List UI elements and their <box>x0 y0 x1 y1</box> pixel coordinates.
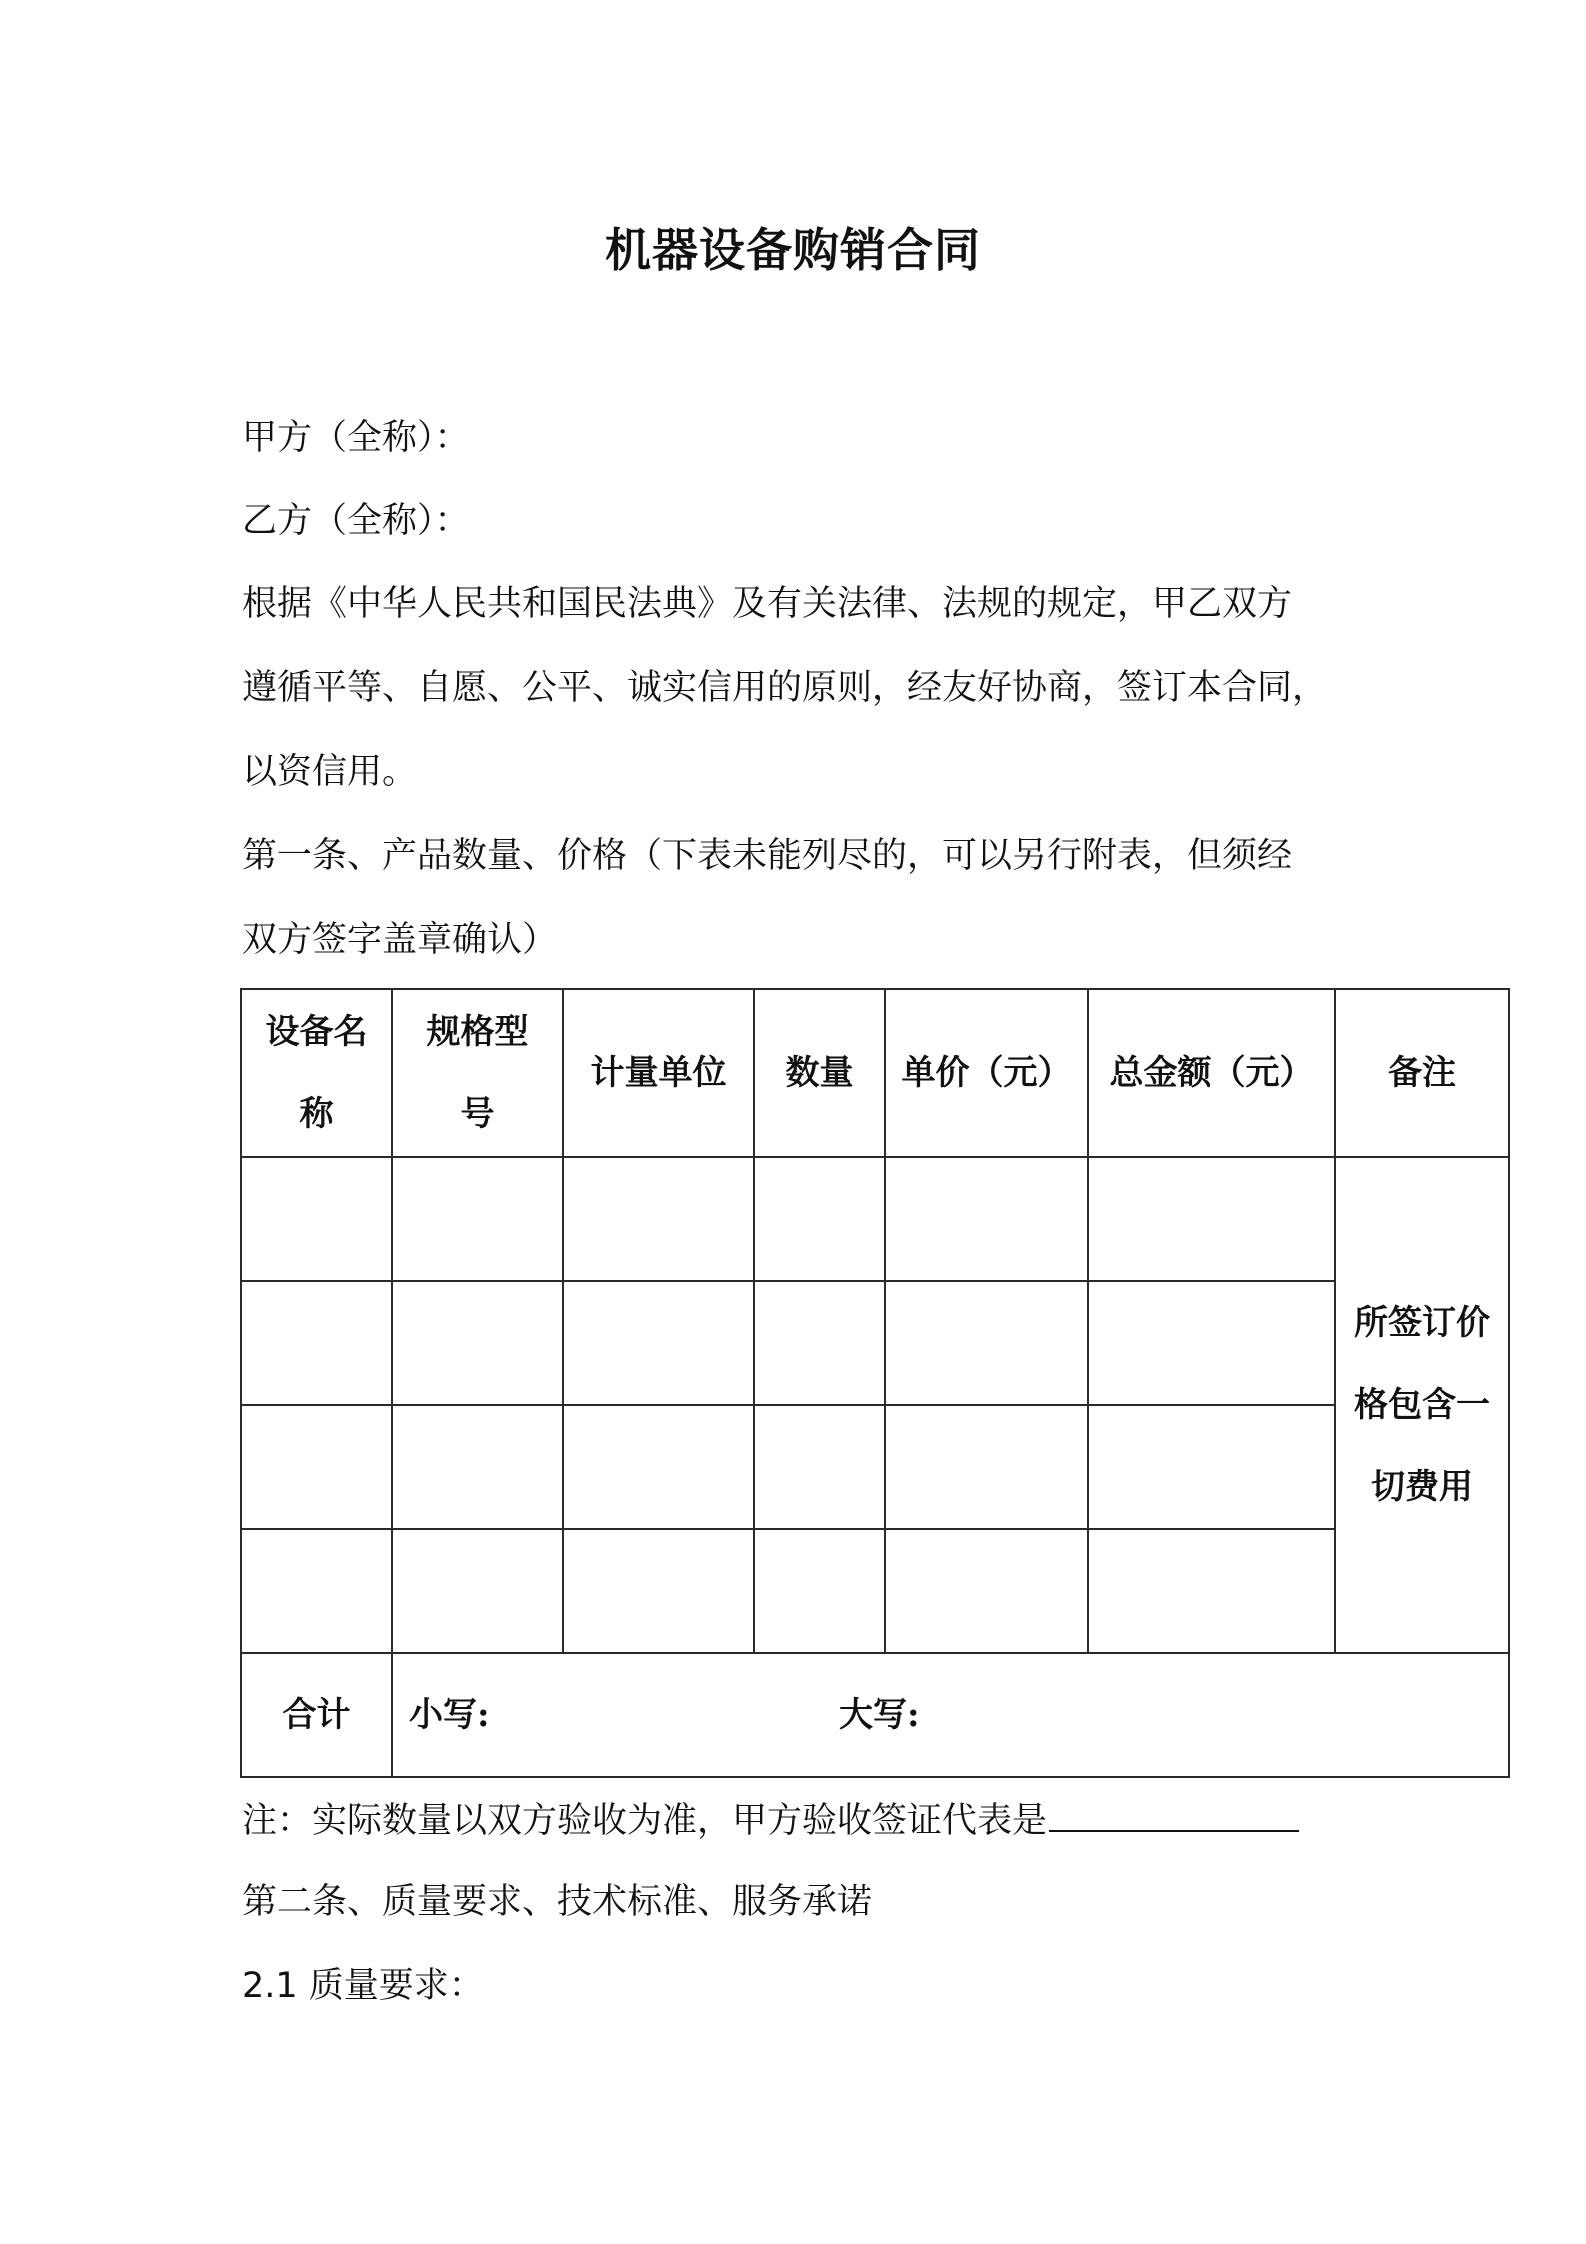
header-equipment-name: 设备名 称 <box>241 989 392 1157</box>
total-row <box>241 1653 1509 1777</box>
cell-unit-price[interactable] <box>885 1529 1088 1653</box>
goods-table <box>240 988 1510 1778</box>
cell-model[interactable] <box>392 1281 563 1405</box>
cell-unit[interactable] <box>563 1157 754 1281</box>
cell-unit-price[interactable] <box>885 1281 1088 1405</box>
article-1-line-1: 第一条、产品数量、价格（下表未能列尽的，可以另行附表，但须经 <box>242 836 1293 876</box>
note-cell <box>1335 1157 1509 1653</box>
total-label: 合计 <box>241 1653 392 1777</box>
cell-unit-price[interactable] <box>885 1157 1088 1281</box>
lowercase-amount-label: 小写: <box>409 1695 490 1735</box>
table-row <box>241 1529 1509 1653</box>
table-header-row <box>241 989 1509 1157</box>
preamble-line-3: 以资信用。 <box>242 752 418 792</box>
cell-unit-price[interactable] <box>885 1405 1088 1529</box>
header-unit: 计量单位 <box>563 989 754 1157</box>
cell-model[interactable] <box>392 1405 563 1529</box>
remark-text: 注：实际数量以双方验收为准，甲方验收签证代表是 <box>242 1801 1048 1841</box>
cell-total-amount[interactable] <box>1088 1157 1335 1281</box>
table-row <box>241 1405 1509 1529</box>
cell-unit[interactable] <box>563 1281 754 1405</box>
cell-equipment-name[interactable] <box>241 1157 392 1281</box>
table-row <box>241 1157 1509 1281</box>
cell-quantity[interactable] <box>754 1405 885 1529</box>
preamble-line-1: 根据《中华人民共和国民法典》及有关法律、法规的规定，甲乙双方 <box>242 584 1293 624</box>
cell-equipment-name[interactable] <box>241 1281 392 1405</box>
header-unit-price: 单价（元） <box>885 989 1088 1157</box>
cell-quantity[interactable] <box>754 1281 885 1405</box>
cell-model[interactable] <box>392 1529 563 1653</box>
header-total-amount: 总金额（元） <box>1088 989 1335 1157</box>
cell-equipment-name[interactable] <box>241 1529 392 1653</box>
header-note: 备注 <box>1335 989 1509 1157</box>
cell-total-amount[interactable] <box>1088 1529 1335 1653</box>
document-title: 机器设备购销合同 <box>605 223 981 277</box>
header-quantity: 数量 <box>754 989 885 1157</box>
party-a-line: 甲方（全称）： <box>242 418 470 458</box>
cell-total-amount[interactable] <box>1088 1405 1335 1529</box>
article-1-line-2: 双方签字盖章确认） <box>242 920 558 960</box>
party-b-line: 乙方（全称）： <box>242 501 470 541</box>
preamble-line-2: 遵循平等、自愿、公平、诚实信用的原则，经友好协商，签订本合同， <box>242 668 1328 708</box>
cell-quantity[interactable] <box>754 1157 885 1281</box>
section-2-1-heading: 2.1 质量要求： <box>242 1966 484 2006</box>
cell-unit[interactable] <box>563 1405 754 1529</box>
uppercase-amount-label: 大写: <box>839 1695 920 1735</box>
signatory-blank[interactable] <box>1049 1794 1299 1832</box>
table-row <box>241 1281 1509 1405</box>
cell-unit[interactable] <box>563 1529 754 1653</box>
remark-line <box>242 1794 1299 1845</box>
cell-equipment-name[interactable] <box>241 1405 392 1529</box>
total-amount-cell[interactable] <box>392 1653 1509 1777</box>
cell-total-amount[interactable] <box>1088 1281 1335 1405</box>
cell-model[interactable] <box>392 1157 563 1281</box>
note-text: 所签订价格包含一切费用 <box>1354 1303 1490 1507</box>
article-2-heading: 第二条、质量要求、技术标准、服务承诺 <box>242 1882 873 1922</box>
header-model: 规格型 号 <box>392 989 563 1157</box>
cell-quantity[interactable] <box>754 1529 885 1653</box>
